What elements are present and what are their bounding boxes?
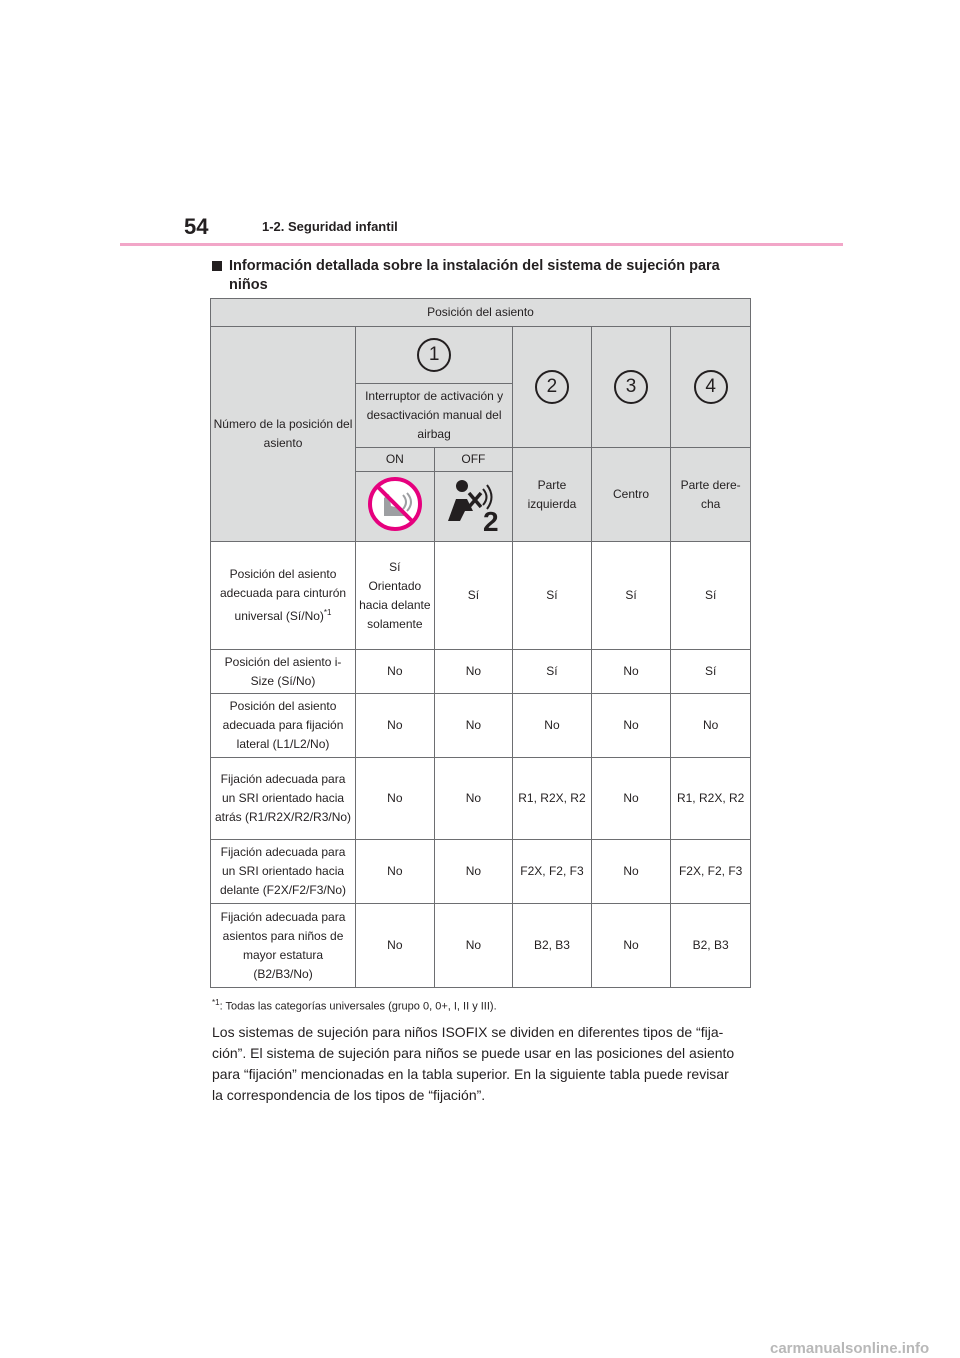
paragraph-line: la correspondencia de los tipos de “fijación”.: [212, 1087, 486, 1103]
table-cell: No: [434, 650, 513, 694]
table-cell: Sí: [591, 542, 671, 650]
table-footnote: [212, 998, 497, 1013]
table-cell: No: [591, 840, 671, 904]
table-cell: No: [591, 904, 671, 988]
paragraph-line: ción”. El sistema de sujeción para niños se puede usar en las posiciones del asiento: [212, 1045, 735, 1061]
child-seat-table: [210, 298, 751, 988]
table-cell: No: [356, 650, 435, 694]
position-4-label: Parte dere-cha: [671, 448, 751, 542]
position-4-circle: 4: [694, 370, 728, 404]
airbag-switch-header: Interruptor de activación y desactivación manual del airbag: [356, 384, 513, 448]
table-cell: No: [434, 904, 513, 988]
airbag-off-icon-number: 2: [483, 505, 499, 533]
row-label: Fijación adecuada para un SRI orientado hacia atrás (R1/R2X/R2/R3/No): [211, 758, 356, 840]
table-cell: No: [591, 758, 671, 840]
position-3-header: [591, 327, 671, 448]
heading-line-1: Información detallada sobre la instalación del sistema de sujeción para: [229, 258, 720, 274]
table-cell: Sí: [513, 650, 592, 694]
table-cell: No: [434, 694, 513, 758]
seat-position-number-header: [211, 327, 356, 542]
section-title: 1-2. Seguridad infantil: [262, 219, 398, 234]
table-cell: No: [513, 694, 592, 758]
cell-line: Orientado hacia delante solamente: [359, 578, 431, 631]
row-label: Fijación adecuada para un SRI orientado hacia delante (F2X/F2/F3/No): [211, 840, 356, 904]
position-2-circle: 2: [535, 370, 569, 404]
position-1-circle: 1: [417, 338, 451, 372]
table-cell: R1, R2X, R2: [671, 758, 751, 840]
position-2-header: [513, 327, 592, 448]
table-cell: Sí: [671, 650, 751, 694]
table-cell: No: [356, 904, 435, 988]
table-cell: Sí: [671, 542, 751, 650]
airbag-off-header: OFF: [434, 448, 513, 472]
paragraph-line: para “fijación” mencionadas en la tabla superior. En la siguiente tabla puede revisar: [212, 1066, 729, 1082]
position-3-circle: 3: [614, 370, 648, 404]
table-cell: No: [356, 840, 435, 904]
position-2-label: Parte izquierda: [513, 448, 592, 542]
airbag-on-icon-cell: [356, 472, 435, 542]
position-4-header: [671, 327, 751, 448]
table-cell: No: [434, 840, 513, 904]
row-label: [211, 542, 356, 650]
page-number: 54: [184, 214, 209, 239]
table-title: Posición del asiento: [211, 299, 751, 327]
passenger-airbag-off-icon: [443, 475, 503, 533]
table-cell: B2, B3: [671, 904, 751, 988]
position-1-header: [356, 327, 513, 384]
cell-line: Sí: [389, 559, 401, 574]
table-cell: Sí: [513, 542, 592, 650]
heading-bullet-icon: [212, 261, 222, 271]
table-cell: B2, B3: [513, 904, 592, 988]
seat-position-number-label: Número de la posición del asiento: [213, 417, 353, 450]
paragraph-line: Los sistemas de sujeción para niños ISOFIX se dividen en diferentes tipos de “fija-: [212, 1024, 724, 1040]
row-label: Fijación adecuada para asientos para niños de mayor estatura (B2/B3/No): [211, 904, 356, 988]
table-cell: No: [591, 694, 671, 758]
table-cell: R1, R2X, R2: [513, 758, 592, 840]
table-cell: No: [356, 694, 435, 758]
header-divider: [120, 243, 843, 246]
table-cell: F2X, F2, F3: [513, 840, 592, 904]
table-cell: No: [356, 758, 435, 840]
airbag-off-icon-cell: [434, 472, 513, 542]
footnote-marker: *1: [212, 998, 220, 1007]
body-paragraph: [212, 1022, 752, 1106]
airbag-on-header: ON: [356, 448, 435, 472]
row-label: Posición del asiento i-Size (Sí/No): [211, 650, 356, 694]
table-cell: Sí: [434, 542, 513, 650]
footnote-text: : Todas las categorías universales (grupo 0, 0+, I, II y III).: [219, 1000, 497, 1013]
table-cell: No: [434, 758, 513, 840]
no-child-seat-icon: [367, 476, 423, 532]
row-label: Posición del asiento adecuada para fijación lateral (L1/L2/No): [211, 694, 356, 758]
table-cell: F2X, F2, F3: [671, 840, 751, 904]
heading-line-2: niños: [229, 277, 268, 293]
position-3-label: Centro: [591, 448, 671, 542]
row-label-text: Posición del asiento adecuada para cinturón universal (Sí/No): [219, 567, 347, 623]
section-heading: [212, 257, 752, 295]
table-cell: No: [591, 650, 671, 694]
table-cell: [356, 542, 435, 650]
table-cell: No: [671, 694, 751, 758]
row-label-footnote-marker: *1: [323, 608, 332, 617]
watermark: carmanualsonline.info: [770, 1340, 930, 1357]
